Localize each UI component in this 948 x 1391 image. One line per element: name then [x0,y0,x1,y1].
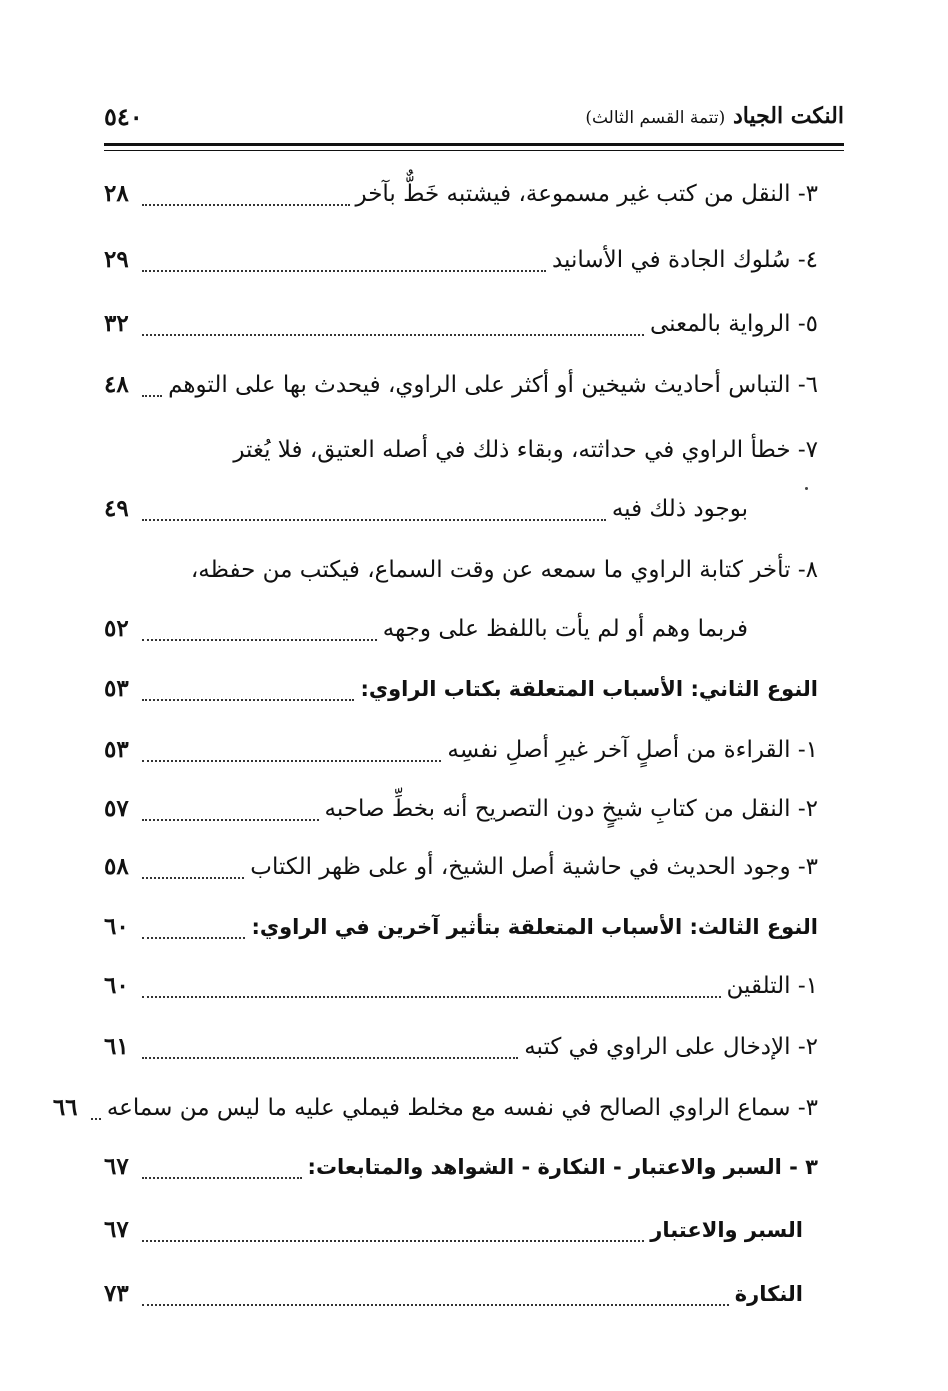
toc-entry-text: ٨- تأخر كتابة الراوي ما سمعه عن وقت السماع، فيكتب من حفظه، [190,557,818,583]
toc-entry [104,548,818,592]
toc-entry-text: ١- القراءة من أصلٍ آخر غيرِ أصلِ نفسِه [447,737,818,763]
leader-dots [142,638,377,641]
toc-entry-text: النوع الثالث: الأسباب المتعلقة بتأثير آخرين في الراوي: [251,915,818,939]
toc-entry [104,845,818,889]
toc-entry-continuation [104,487,748,531]
leader-dots [142,333,644,336]
toc-entry [104,1025,818,1069]
toc-entry-page: ٦٧ [104,1153,129,1180]
toc-entry-page: ٦٠ [104,913,129,940]
toc-entry-page: ٦٧ [104,1216,129,1243]
toc-entry-text: ٢- الإدخال على الراوي في كتبه [524,1034,818,1060]
toc-entry [104,302,818,346]
toc-entry-text: ٣- النقل من كتب غير مسموعة، فيشتبه خَطٌّ بآخر [355,181,818,207]
leader-dots [142,759,441,762]
toc-entry [104,964,818,1008]
toc-entry-text: ٣- سماع الراوي الصالح في نفسه مع مخلط فيملي عليه ما ليس من سماعه [106,1095,818,1121]
leader-dots [142,203,350,206]
toc-entry-text: ١- التلقين [726,973,818,999]
toc-entry-text: ٢- النقل من كتابِ شيخٍ دون التصريح أنه بخطِّ صاحبه [324,796,818,822]
toc-section-heading [104,905,818,949]
leader-dots [142,995,721,998]
toc-entry-text: السبر والاعتبار [650,1218,803,1242]
toc-entry-page: ٤٨ [104,371,129,398]
toc-section-heading [104,1145,818,1189]
leader-dots [142,1056,518,1059]
toc-entry-text: بوجود ذلك فيه [611,496,748,522]
toc-entry-page: ٦٦ [52,1094,78,1121]
toc-entry-text: النوع الثاني: الأسباب المتعلقة بكتاب الراوي: [360,677,818,701]
leader-dots [142,936,245,939]
leader-dots [91,1117,101,1120]
leader-dots [142,1303,729,1306]
toc-entry-page: ٢٨ [104,180,129,207]
toc-entry [104,787,818,831]
toc-entry-page: ٥٧ [104,795,129,822]
leader-dots [142,876,244,879]
toc-entry-text: ٣ - السبر والاعتبار - النكارة - الشواهد والمتابعات: [307,1155,818,1179]
leader-dots [142,818,319,821]
leader-dots [142,1176,302,1179]
toc-entry-page: ٥٣ [104,675,129,702]
toc-entry-text: ٣- وجود الحديث في حاشية أصل الشيخ، أو على ظهر الكتاب [250,854,818,880]
toc-entry-page: ٧٣ [104,1280,129,1307]
toc-entry-text: ٥- الرواية بالمعنى [650,311,818,337]
toc-entry [104,428,818,472]
leader-dots [142,269,546,272]
toc-entry [104,172,818,216]
toc-entry-text: ٦- التباس أحاديث شيخين أو أكثر على الراوي، فيحدث بها على التوهم [168,372,818,398]
leader-dots [142,518,606,521]
toc-subheading [104,1272,803,1316]
leader-dots [142,698,354,701]
toc-entry-text: النكارة [734,1282,803,1306]
toc-subheading [104,1208,803,1252]
toc-entry [104,238,818,282]
toc-entry-page: ٥٢ [104,615,129,642]
toc-entry [104,728,818,772]
toc-entry-page: ٥٣ [104,736,129,763]
toc-entry-page: ٤٩ [104,495,129,522]
toc-entry-text: فربما وهم أو لم يأت باللفظ على وجهه [382,616,748,642]
scan-speck [805,487,808,490]
toc-entry-text: ٤- سُلوك الجادة في الأسانيد [551,247,818,273]
toc-entry-page: ٢٩ [104,246,129,273]
book-title: النكت الجياد [732,103,844,129]
toc-entry-text: ٧- خطأ الراوي في حداثته، وبقاء ذلك في أصله العتيق، فلا يُغتر [233,437,818,463]
toc-entry-page: ٣٢ [104,310,129,337]
toc-entry-page: ٥٨ [104,853,129,880]
leader-dots [142,1239,644,1242]
page-number: ٥٤٠ [104,101,143,131]
leader-dots [142,394,162,397]
toc-entry-page: ٦٠ [104,972,129,999]
toc-entry [104,363,818,407]
toc-section-heading [104,667,818,711]
book-subtitle: (تتمة القسم الثالث) [585,108,726,128]
toc-entry-page: ٦١ [104,1033,129,1060]
toc-entry [52,1086,818,1130]
toc-entry-continuation [104,607,748,651]
